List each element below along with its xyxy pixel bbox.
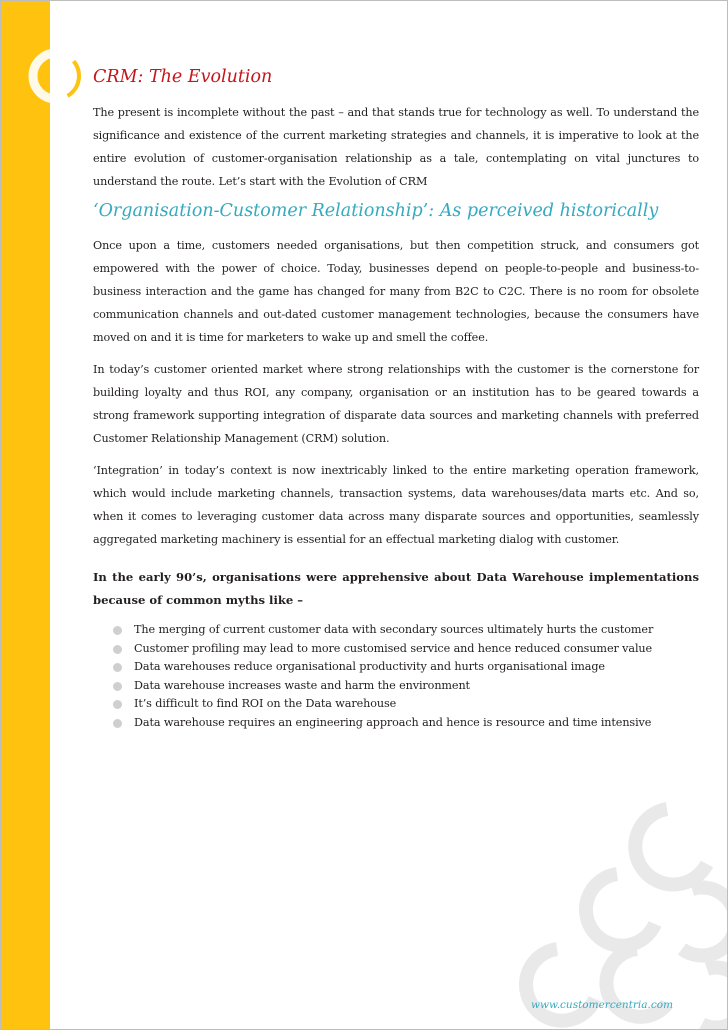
list-item [113,658,693,677]
list-item [113,621,693,640]
myths-list [113,621,693,733]
list-item [113,714,693,733]
circles-watermark-icon [517,799,727,1029]
body-paragraph: In today’s customer oriented market where strong relationships with the customer is the cornerstone for building loyalty and thus ROI, any company, organisation or an institution has to be geared towards a strong framework supporting integration of disparate data sources and marketing channels with preferred Customer Relationship Management (CRM) solution. [93,363,699,445]
list-item-text: Data warehouse increases waste and harm the environment [134,678,470,692]
page-title: CRM: The Evolution [93,67,273,87]
intro-paragraph: The present is incomplete without the past – and that stands true for technology as well. To understand the significance and existence of the current marketing strategies and channels, it is imperative to look at the entire evolution of customer-organisation relationship as a tale, contemplating on vital junctures to understand the route. Let’s start with the Evolution of CRM [93,106,699,188]
ring-logo-icon [21,41,91,111]
body-paragraph: Once upon a time, customers needed organisations, but then competition struck, and consumers got empowered with the power of choice. Today, businesses depend on people-to-people and business-to-business interaction and the game has changed for many from B2C to C2C. There is no room for obsolete communication channels and out-dated customer management technologies, because the consumers have moved on and it is time for marketers to wake up and smell the coffee. [93,239,699,344]
list-item-text: It’s difficult to find ROI on the Data warehouse [134,697,397,711]
bullet-icon [113,700,122,709]
yellow-side-band [1,1,50,1029]
list-item-text: Customer profiling may lead to more customised service and hence reduced consumer value [134,641,653,655]
bullet-icon [113,719,122,728]
list-item [113,677,693,696]
list-item-text: The merging of current customer data with secondary sources ultimately hurts the customer [134,623,654,636]
bullet-icon [113,663,122,672]
list-item [113,695,693,714]
body-paragraph: ‘Integration’ in today’s context is now inextricably linked to the entire marketing operation framework, which would include marketing channels, transaction systems, data warehouses/data marts etc. And so, when it comes to leveraging customer data across many disparate sources and opportunities, seamlessly aggregated marketing machinery is essential for an effectual marketing dialog with customer. [93,464,699,546]
bold-lead-paragraph: In the early 90’s, organisations were apprehensive about Data Warehouse implementations because of common myths like – [93,570,699,607]
list-item-text: Data warehouses reduce organisational productivity and hurts organisational image [134,660,605,674]
bullet-icon [113,682,122,691]
bullet-icon [113,645,122,654]
list-item-text: Data warehouse requires an engineering approach and hence is resource and time intensive [134,715,652,729]
bullet-icon [113,626,122,635]
footer-website-link[interactable]: www.customercentria.com [531,999,674,1011]
section-title: ‘Organisation-Customer Relationship’: As perceived historically [93,201,659,221]
list-item [113,640,693,659]
